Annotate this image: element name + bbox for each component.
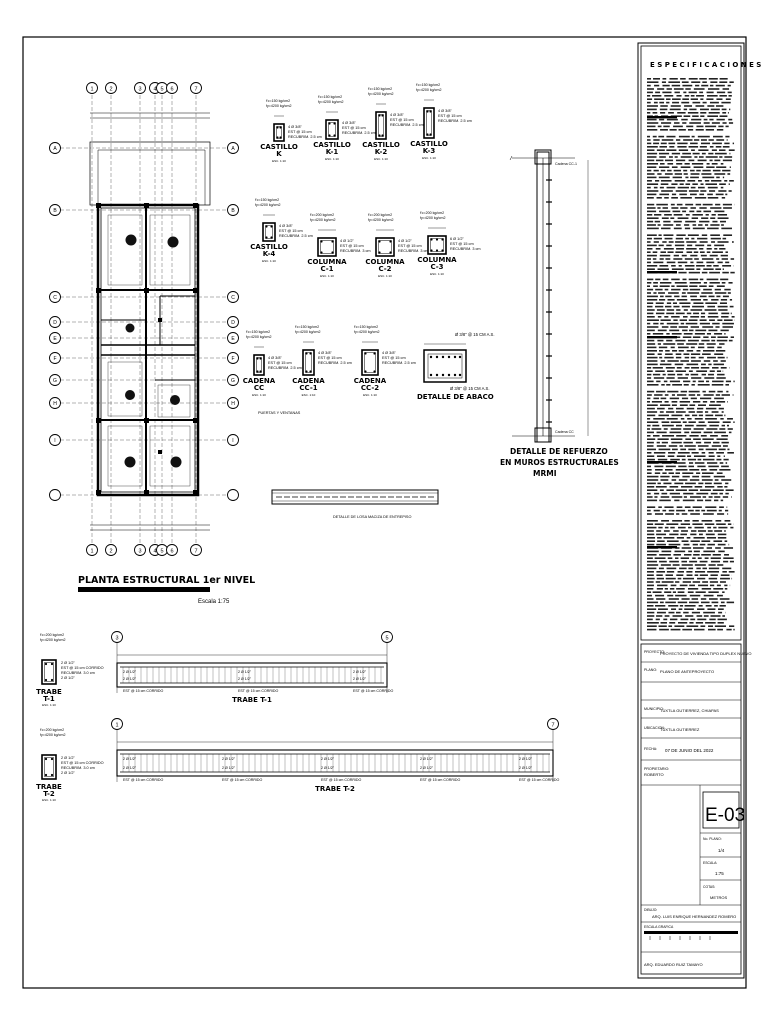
axis-label-right: F [231,356,235,362]
section-spec-steel: fy=4200 kg/cm2 [310,218,336,222]
axis-label-bottom: 3 [138,548,142,555]
section-spec-steel: fy=4200 kg/cm2 [368,92,394,96]
section-cover: RECUBRIM. 2.5 cm [279,234,313,238]
section-code: K-2 [374,148,388,156]
axis-label-bottom: 2 [109,548,113,555]
section-code: K-3 [422,147,436,155]
sheet-number-label: No. PLANO: [703,837,722,841]
section-outline [424,108,434,138]
section-bars: 4 Ø 3/8" [279,224,293,228]
responsable-value: ARQ. EDUARDO RUIZ TAMAYO [644,962,703,967]
section-cover: RECUBRIM. 3 cm [340,249,371,253]
doors-windows-note: PUERTAS Y VENTANAS [258,411,301,415]
section-k-2 [362,87,424,161]
beam-bottom-bars: 2 Ø 1/2" [61,676,75,680]
section-spec-steel: fy=4200 kg/cm2 [368,218,394,222]
sheet-number: 1/4 [718,848,725,853]
beam-section [42,660,56,684]
beam-section-title: TRABE [36,688,62,696]
axis-label-left: A [53,146,57,152]
section-bars: 4 Ø 3/8" [268,356,282,360]
abaco-title: DETALLE DE ABACO [417,393,494,401]
section-spec-steel: fy=4200 kg/cm2 [246,335,272,339]
section-cc-1 [292,325,351,397]
wall-title-line2: EN MUROS ESTRUCTURALES [500,458,619,467]
beam-section-code: T-1 [43,695,55,703]
axis-label-right: C [231,295,235,301]
beam-elev-bottom-label: 2 Ø 1/2" [238,677,252,681]
beam-elev-bottom-label: 2 Ø 1/2" [123,677,137,681]
section-title: CASTILLO [313,141,351,149]
beam-section-code: T-2 [43,790,55,798]
section-stirrups: EST @ 15 cm [288,130,312,134]
axis-label-left: I [54,438,56,444]
section-cover: RECUBRIM. 2.5 cm [288,135,322,139]
beam-elev-stirrup-label: EST @ 15 cm CORRIDO [321,778,362,782]
section-spec-steel: fy=4200 kg/cm2 [295,330,321,334]
axis-label-right: I [232,438,234,444]
section-spec: f'c=150 kg/cm2 [416,83,441,87]
section-bars: 4 Ø 1/2" [398,239,412,243]
beam-bottom-bars: 2 Ø 1/2" [61,771,75,775]
section-spec-steel: fy=4200 kg/cm2 [255,203,281,207]
section-stirrups: EST @ 15 cm [398,244,422,248]
section-spec: f'c=200 kg/cm2 [310,213,335,217]
beam-elev-stirrup-label: EST @ 15 cm CORRIDO [123,689,164,693]
beam-axis-left: 1 [115,722,119,729]
section-cover: RECUBRIM. 2.5 cm [268,366,302,370]
section-cover: RECUBRIM. 2.5 cm [342,131,376,135]
axis-label-top: 7 [194,86,198,93]
section-scale: ESC. 1:10 [252,393,266,397]
plano-label: PLANO: [644,668,658,672]
section-scale: ESC. 1:10 [325,157,339,161]
section-k [260,99,322,163]
section-title: CADENA [353,377,387,385]
section-code: K [276,150,282,158]
section-code: CC-2 [360,384,380,392]
beam-top-bars: 2 Ø 1/2" [61,756,75,760]
section-k-4 [250,198,313,263]
beam-spec: f'c=200 kg/cm2 [40,633,65,637]
beam-elev-top-label: 2 Ø 1/2" [222,757,236,761]
beam-elev-bottom-label: 2 Ø 1/2" [222,766,236,770]
axis-label-top: 5 [160,86,164,93]
section-title: CADENA [292,377,325,385]
section-cc-2 [354,325,416,397]
axis-label-left: H [53,401,57,407]
section-spec-steel: fy=4200 kg/cm2 [354,330,380,334]
section-spec: f'c=150 kg/cm2 [354,325,379,329]
beam-cover: RECUBRIM. 3.0 cm [61,671,95,675]
proyecto-value: PROYECTO DE VIVIENDA TIPO DUPLEX NUEVO [660,651,752,656]
beam-elev-stirrup-label: EST @ 15 cm CORRIDO [353,689,394,693]
section-bars: 4 Ø 3/8" [288,125,302,129]
beam-axis-left: 3 [115,635,119,642]
beam-elev-stirrup-label: EST @ 15 cm CORRIDO [519,778,560,782]
axis-label-left: C [53,295,57,301]
beam-cover: RECUBRIM. 3.0 cm [61,766,95,770]
section-bars: 4 Ø 3/8" [318,351,332,355]
fecha-label: FECHA: [644,747,658,751]
section-spec: f'c=200 kg/cm2 [420,211,445,215]
section-bars: 4 Ø 3/8" [390,113,404,117]
section-cover: RECUBRIM. 3 cm [398,249,429,253]
axis-label-bottom: 5 [160,548,164,555]
section-code: CC-1 [299,384,318,392]
section-stirrups: EST @ 15 cm [340,244,364,248]
axis-label-left: B [53,208,57,214]
section-outline [254,355,264,375]
municipio-label: MUNICIPIO: [644,707,664,711]
section-bars: 4 Ø 3/8" [342,121,356,125]
beam-elev-bottom-label: 2 Ø 1/2" [123,766,137,770]
abaco-note-bottom: Ø 3/8" @ 15 CM A.S. [450,386,490,391]
section-code: C-3 [430,263,444,271]
wall-reinforcement-detail [500,150,619,478]
section-code: K-4 [262,250,276,258]
section-cover: RECUBRIM. 2.5 cm [438,119,472,123]
section-cc [243,330,302,397]
section-spec: f'c=150 kg/cm2 [246,330,271,334]
section-stirrups: EST @ 15 cm [268,361,292,365]
section-spec: f'c=150 kg/cm2 [318,95,343,99]
graphic-scale-bar [644,931,738,934]
section-c-3 [417,211,480,276]
beam-elevation [117,663,387,687]
spec-title: E S P E C I F I C A C I O N E S [650,61,762,69]
section-spec-steel: fy=4200 kg/cm2 [420,216,446,220]
axis-label-top: 4 [153,86,157,93]
plano-value: PLANO DE ANTEPROYECTO [660,669,715,674]
wall-note-top: Cadena CC-1 [555,162,577,166]
beam-elev-title: TRABE T-2 [315,785,355,793]
sheet-code: E-03 [705,805,746,826]
beam-section [42,755,56,779]
axis-label-right: G [231,378,235,384]
section-bars: 4 Ø 1/2" [340,239,354,243]
axis-label-left: G [53,378,57,384]
axis-bubble-left [50,490,61,501]
wall-title-line3: MRMI [533,469,557,478]
beam-elev-top-label: 2 Ø 1/2" [321,757,335,761]
beam-elev-stirrup-label: EST @ 15 cm CORRIDO [420,778,461,782]
section-title: COLUMNA [417,256,457,264]
section-stirrups: EST @ 15 cm [382,356,406,360]
beam-elev-top-label: 2 Ø 1/2" [519,757,533,761]
cotas-label: COTAS: [703,885,716,889]
beam-elev-bottom-label: 2 Ø 1/2" [353,677,367,681]
section-bars: 4 Ø 3/8" [438,109,452,113]
section-title: CASTILLO [410,140,448,148]
beam-top-bars: 2 Ø 1/2" [61,661,75,665]
beam-section-scale: ESC. 1:10 [42,798,56,802]
axis-label-right: A [231,146,235,152]
section-spec: f'c=150 kg/cm2 [295,325,320,329]
plan-title: PLANTA ESTRUCTURAL 1er NIVEL [78,575,256,586]
beam-axis-right: 5 [385,635,389,642]
section-scale: ESC. 1:10 [374,157,388,161]
section-scale: ESC. 1:10 [272,159,286,163]
proyecto-label: PROYECTO: [644,650,666,654]
section-spec-steel: fy=4200 kg/cm2 [318,100,344,104]
section-spec: f'c=150 kg/cm2 [266,99,291,103]
axis-label-top: 1 [90,86,94,93]
section-c-2 [365,213,428,278]
beam-elev-bottom-label: 2 Ø 1/2" [420,766,434,770]
section-code: CC [253,384,265,392]
section-stirrups: EST @ 15 cm [450,242,474,246]
section-scale: ESC. 1:10 [301,393,316,397]
axis-label-left: F [53,356,57,362]
axis-label-right: B [231,208,235,214]
section-code: K-1 [325,148,339,156]
section-outline [303,350,314,375]
section-stirrups: EST @ 15 cm [342,126,366,130]
beam-stirrups: EST @ 15 cm CORRIDO [61,666,104,670]
section-spec-steel: fy=4200 kg/cm2 [266,104,292,108]
section-scale: ESC. 1:10 [320,274,334,278]
section-spec: f'c=150 kg/cm2 [368,87,393,91]
section-stirrups: EST @ 15 cm [279,229,303,233]
beam-elev-top-label: 2 Ø 1/2" [420,757,434,761]
section-spec-steel: fy=4200 kg/cm2 [416,88,442,92]
cotas-value: METROS [710,895,728,900]
axis-label-bottom: 4 [153,548,157,555]
section-k-1 [313,95,376,161]
beam-elev-stirrup-label: EST @ 15 cm CORRIDO [123,778,164,782]
axis-label-left: D [53,320,57,326]
beam-elev-top-label: 2 Ø 1/2" [238,670,252,674]
title-block [641,644,751,974]
ubicacion-label: UBICACION: [644,726,665,730]
axis-bubble-right [228,490,239,501]
section-spec: f'c=150 kg/cm2 [255,198,280,202]
axis-label-top: 3 [138,86,142,93]
section-scale: ESC. 1:10 [262,259,276,263]
slab-caption: DETALLE DE LOSA MACIZA DE ENTREPISO [333,515,412,519]
section-code: C-2 [378,265,392,273]
section-title: COLUMNA [365,258,405,266]
plan-title-bar [78,587,210,592]
section-bars: 4 Ø 3/8" [382,351,396,355]
beam-elev-top-label: 2 Ø 1/2" [123,670,137,674]
beam-elev-bottom-label: 2 Ø 1/2" [321,766,335,770]
section-stirrups: EST @ 15 cm [318,356,342,360]
section-scale: ESC. 1:10 [378,274,392,278]
section-title: CADENA [242,377,276,385]
structural-plan [50,83,301,606]
section-cover: RECUBRIM. 2.5 cm [382,361,416,365]
axis-label-bottom: 6 [170,548,174,555]
section-spec: f'c=200 kg/cm2 [368,213,393,217]
section-bars: 6 Ø 1/2" [450,237,464,241]
section-title: COLUMNA [307,258,347,266]
section-c-1 [307,213,370,278]
section-cover: RECUBRIM. 2.5 cm [318,361,352,365]
wall-title-line1: DETALLE DE REFUERZO [510,447,608,456]
propietario-label: PROPIETARIO: [644,767,670,771]
beam-section-scale: ESC. 1:10 [42,703,56,707]
beam-elev-bottom-label: 2 Ø 1/2" [519,766,533,770]
section-outline [326,120,338,139]
dibujo-label: DIBUJO: [644,908,658,912]
dibujo-value: ARQ. LUIS ENRIQUE HERNANDEZ ROMERO [652,914,737,919]
section-scale: ESC. 1:10 [430,272,444,276]
axis-label-left: E [53,336,57,342]
axis-label-right: E [231,336,235,342]
axis-label-right: H [231,401,235,407]
propietario-value: ROBERTO [644,772,664,777]
ubicacion-value: TUXTLA GUTIERREZ [660,727,700,732]
slab-detail [272,490,438,519]
axis-label-right: D [231,320,235,326]
axis-label-bottom: 1 [90,548,94,555]
section-cover: RECUBRIM. 2.5 cm [390,123,424,127]
specifications-panel [638,43,761,978]
axis-label-top: 6 [170,86,174,93]
beam-stirrups: EST @ 15 cm CORRIDO [61,761,104,765]
escala-label: ESCALA: [703,861,718,865]
municipio-value: TUXTLA GUTIERREZ, CHIAPAS [660,708,719,713]
section-title: CASTILLO [250,243,288,251]
beam-elev-top-label: 2 Ø 1/2" [123,757,137,761]
beam-axis-right: 7 [551,722,555,729]
spec-text-block [647,78,735,630]
beam-section-title: TRABE [36,783,62,791]
abaco-note-top: Ø 3/8" @ 15 CM A.S. [455,332,495,337]
axis-label-bottom: 7 [194,548,198,555]
section-stirrups: EST @ 15 cm [438,114,462,118]
grafica-label: ESCALA GRAFICA [644,925,674,929]
wall-note-bottom: Cadena CC [555,430,574,434]
beam-spec-steel: fy=4200 kg/cm2 [40,733,66,737]
abaco-detail [417,332,495,401]
section-cover: RECUBRIM. 3 cm [450,247,481,251]
section-k-3 [410,83,472,160]
beam-elev-stirrup-label: EST @ 15 cm CORRIDO [238,689,279,693]
beams-group [36,632,559,803]
section-title: CASTILLO [260,143,298,151]
beam-spec-steel: fy=4200 kg/cm2 [40,638,66,642]
section-code: C-1 [320,265,334,273]
fecha-value: 07 DE JUNIO DEL 2022 [665,748,714,753]
section-stirrups: EST @ 15 cm [390,118,414,122]
section-scale: ESC. 1:10 [363,393,377,397]
section-outline [376,112,386,139]
plan-scale: Escala 1:75 [198,599,230,605]
beam-elev-stirrup-label: EST @ 15 cm CORRIDO [222,778,263,782]
beam-elev-top-label: 2 Ø 1/2" [353,670,367,674]
section-scale: ESC. 1:10 [422,156,436,160]
beam-t-2 [36,719,559,803]
escala-value: 1:75 [715,871,724,876]
beam-spec: f'c=200 kg/cm2 [40,728,65,732]
beam-elev-title: TRABE T-1 [232,696,272,704]
section-title: CASTILLO [362,141,400,149]
axis-label-top: 2 [109,86,113,93]
plan-axis-bubbles [50,83,301,556]
beam-t-1 [36,632,393,708]
